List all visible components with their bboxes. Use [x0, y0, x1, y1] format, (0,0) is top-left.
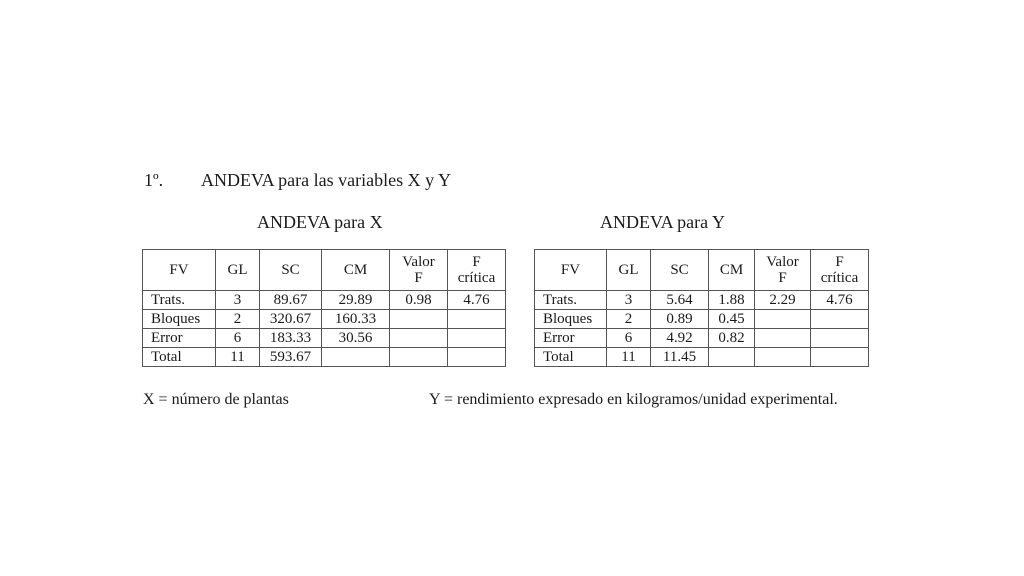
cell-sc: 593.67 — [260, 348, 322, 367]
cell-sc: 5.64 — [651, 291, 709, 310]
cell-fv: Error — [535, 329, 607, 348]
cell-valor-f — [390, 348, 448, 367]
cell-gl: 6 — [216, 329, 260, 348]
table-header-row — [143, 250, 506, 291]
cell-cm: 1.88 — [709, 291, 755, 310]
cell-valor-f — [755, 348, 811, 367]
andeva-table-x — [142, 249, 506, 367]
cell-sc: 11.45 — [651, 348, 709, 367]
cell-gl: 6 — [607, 329, 651, 348]
table-header-row — [535, 250, 869, 291]
cell-f-critica — [811, 348, 869, 367]
cell-fv: Total — [143, 348, 216, 367]
cell-valor-f — [755, 310, 811, 329]
cell-f-critica — [448, 329, 506, 348]
table-row — [535, 310, 869, 329]
table-row — [143, 291, 506, 310]
cell-f-critica — [448, 348, 506, 367]
col-header-valor-f: Valor F — [755, 250, 811, 291]
col-header-f-critica: F crítica — [448, 250, 506, 291]
cell-sc: 4.92 — [651, 329, 709, 348]
cell-valor-f — [390, 310, 448, 329]
col-header-cm: CM — [322, 250, 390, 291]
table-x-title: ANDEVA para X — [257, 212, 383, 232]
table-row — [143, 348, 506, 367]
cell-valor-f: 0.98 — [390, 291, 448, 310]
cell-cm — [322, 348, 390, 367]
cell-fv: Bloques — [143, 310, 216, 329]
cell-valor-f: 2.29 — [755, 291, 811, 310]
cell-gl: 2 — [607, 310, 651, 329]
cell-fv: Trats. — [143, 291, 216, 310]
cell-f-critica — [811, 310, 869, 329]
cell-gl: 11 — [607, 348, 651, 367]
cell-f-critica: 4.76 — [811, 291, 869, 310]
cell-fv: Trats. — [535, 291, 607, 310]
cell-sc: 0.89 — [651, 310, 709, 329]
cell-cm: 0.45 — [709, 310, 755, 329]
table-row — [535, 329, 869, 348]
cell-fv: Total — [535, 348, 607, 367]
table-row — [535, 348, 869, 367]
col-header-gl: GL — [216, 250, 260, 291]
andeva-table-y — [534, 249, 869, 367]
cell-f-critica — [448, 310, 506, 329]
col-header-valor-f: Valor F — [390, 250, 448, 291]
cell-sc: 89.67 — [260, 291, 322, 310]
col-header-cm: CM — [709, 250, 755, 291]
cell-cm: 30.56 — [322, 329, 390, 348]
col-header-f-critica: F crítica — [811, 250, 869, 291]
cell-cm: 160.33 — [322, 310, 390, 329]
table-y-title: ANDEVA para Y — [600, 212, 725, 232]
section-number: 1º. — [144, 170, 164, 190]
cell-cm: 0.82 — [709, 329, 755, 348]
section-title: ANDEVA para las variables X y Y — [201, 170, 451, 190]
cell-sc: 320.67 — [260, 310, 322, 329]
cell-cm — [709, 348, 755, 367]
cell-gl: 11 — [216, 348, 260, 367]
footnote-x: X = número de plantas — [143, 391, 289, 408]
cell-fv: Error — [143, 329, 216, 348]
section-heading — [144, 170, 451, 191]
cell-valor-f — [755, 329, 811, 348]
col-header-fv: FV — [535, 250, 607, 291]
col-header-sc: SC — [260, 250, 322, 291]
cell-gl: 2 — [216, 310, 260, 329]
cell-cm: 29.89 — [322, 291, 390, 310]
footnote-y: Y = rendimiento expresado en kilogramos/unidad experimental. — [429, 391, 838, 408]
table-row — [143, 310, 506, 329]
col-header-sc: SC — [651, 250, 709, 291]
cell-sc: 183.33 — [260, 329, 322, 348]
cell-gl: 3 — [607, 291, 651, 310]
table-row — [143, 329, 506, 348]
col-header-fv: FV — [143, 250, 216, 291]
table-row — [535, 291, 869, 310]
col-header-gl: GL — [607, 250, 651, 291]
cell-f-critica — [811, 329, 869, 348]
cell-gl: 3 — [216, 291, 260, 310]
cell-f-critica: 4.76 — [448, 291, 506, 310]
cell-fv: Bloques — [535, 310, 607, 329]
cell-valor-f — [390, 329, 448, 348]
